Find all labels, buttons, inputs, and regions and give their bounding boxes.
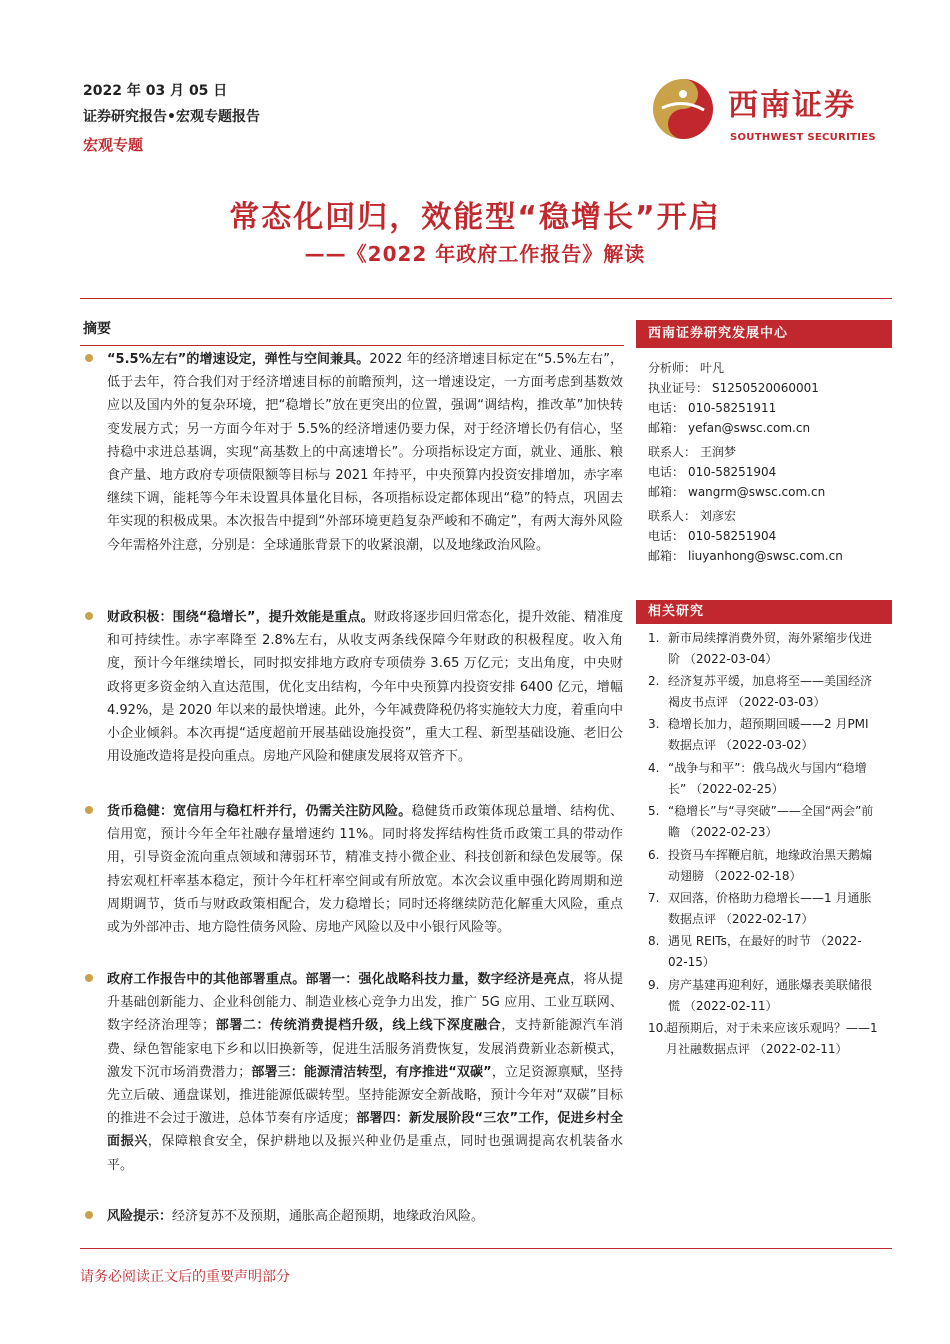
contact-row	[648, 506, 888, 526]
company-logo	[652, 78, 892, 148]
contact-row	[648, 358, 888, 378]
related-num: 8.	[648, 934, 660, 948]
bullet-dot-icon	[85, 974, 93, 982]
contact-row	[648, 462, 888, 482]
bullet-body: 经济复苏不及预期，通胀高企超预期，地缘政治风险。	[172, 1209, 485, 1224]
contact-value: 010-58251911	[688, 401, 777, 415]
bullet-dot-icon	[85, 354, 93, 362]
related-num: 7.	[648, 891, 660, 905]
contact-label: 执业证号：	[648, 381, 709, 395]
contact-label: 邮箱：	[648, 485, 685, 499]
research-center-title: 西南证券研究发展中心	[636, 320, 892, 348]
related-num: 2.	[648, 674, 660, 688]
bullet-body: 稳健货币政策体现总量增、结构优、信用宽，预计今年全年社融存量增速约 11%。同时将发挥结构性货币政策工具的带动作用，引导资金流向重点领域和薄弱环节，精准支持小微企业、科技创新和绿色发展等。保持宏观杠杆率基本稳定，预计今年杠杆率空间或有所放宽。本次会议重申强化跨周期和逆周期调节，货币与财政政策相配合，发力稳增长；同时还将继续防范化解重大风险，重点或为外部冲击、地方隐性债务风险、房地产风险以及中小银行风险等。	[107, 804, 623, 936]
bullet-seg: ，保障粮食安全，保护耕地以及振兴种业仍是重点，同时也强调提高农机装备水平。	[107, 1134, 623, 1173]
related-text: 投资马车挥鞭启航，地缘政治黑天鹅煽动翅膀 （2022-02-18）	[668, 848, 873, 883]
bullet-seg: ，支持新能源汽车消费、绿色智能家电下乡和以旧换新等，促进生活服务消费恢复，发展消费新业态新模式，激发下沉市场消费潜力；	[107, 1018, 623, 1080]
bullet-body: 财政将逐步回归常态化，提升效能、精准度和可持续性。赤字率降至 2.8%左右，从收支两条线保障今年财政的积极程度。收入角度，预计今年继续增长，同时拟安排地方政府专项债券 3.65 万亿元；支出角度，中央财政将更多资金纳入直达范围，优化支出结构，今年中央预算内投资安排 6400 亿元，增幅 4.92%，是 2020 年以来的最快增速。此外，今年减费降税仍将实施较大力度，着重向中小企业倾斜。本次再提“适度超前开展基础设施投资”，重大工程、新型基础设施、老旧公用设施改造将是投向重点。房地产风险和健康发展将双管齐下。	[107, 610, 623, 765]
contact-label: 电话：	[648, 465, 685, 479]
contact-value: 010-58251904	[688, 529, 777, 543]
bullet-lead: 财政积极：围绕“稳增长”，提升效能是重点。	[107, 610, 374, 625]
contact-label: 邮箱：	[648, 549, 685, 563]
bullet-seg: 政府工作报告中的其他部署重点。部署一：强化战略科技力量，数字经济是亮点	[107, 972, 571, 987]
bullet-body: 2022 年的经济增速目标定在“5.5%左右”，低于去年，符合我们对于经济增速目标的前瞻预判，这一增速设定，一方面考虑到基数效应以及国内外的复杂环境，把“稳增长”放在更突出的位置，强调“调结构，推改革”加快转变发展方式；另一方面今年对于 5.5%的经济增速仍要力保，对于经济增长仍有信心，坚持稳中求进总基调，实现“高基数上的中高速增长”。分项指标设定方面，就业、通胀、粮食产量、地方政府专项债限额等目标与 2021 年持平，中央预算内投资安排增加，赤字率继续下调，能耗等今年未设置具体量化目标，各项指标设定都体现出“稳”的特点，巩固去年实现的积极成果。本次报告中提到“外部环境更趋复杂严峻和不确定”，有两大海外风险今年需格外注意，分别是：全球通胀背景下的收紧浪潮，以及地缘政治风险。	[107, 352, 623, 553]
summary-bullet-deployment	[83, 968, 623, 1177]
logo-mark-icon	[652, 78, 714, 140]
contact-label: 邮箱：	[648, 421, 685, 435]
contact-row	[648, 398, 888, 418]
related-item[interactable]	[648, 801, 880, 843]
report-category: 宏观专题	[83, 136, 144, 154]
contact-value: 叶凡	[700, 361, 725, 375]
related-text: 双回落，价格助力稳增长——1 月通胀数据点评 （2022-02-17）	[668, 891, 872, 926]
contact-email[interactable]: wangrm@swsc.com.cn	[688, 485, 826, 499]
contact-label: 联系人：	[648, 509, 697, 523]
related-text: “稳增长”与“寻突破”——全国“两会”前瞻 （2022-02-23）	[668, 804, 874, 839]
top-divider	[80, 298, 892, 299]
related-num: 4.	[648, 761, 660, 775]
contact-value: 刘彦宏	[700, 509, 737, 523]
report-date: 2022 年 03 月 05 日	[83, 83, 228, 99]
bullet-seg: 部署三：能源清洁转型，有序推进“双碳”	[251, 1064, 492, 1080]
related-item[interactable]	[648, 758, 880, 800]
summary-bullet-monetary	[83, 800, 623, 939]
contact-row	[648, 526, 888, 546]
summary-bullet-fiscal	[83, 606, 623, 768]
related-num: 5.	[648, 804, 660, 818]
related-item[interactable]	[648, 671, 880, 713]
bullet-seg: 部署四：新发展阶段“三农”工作，促进乡村全面振兴	[107, 1111, 623, 1150]
contact-row	[648, 442, 888, 462]
contact-email[interactable]: yefan@swsc.com.cn	[688, 421, 811, 435]
logo-name-en: SOUTHWEST SECURITIES	[730, 132, 876, 143]
related-item[interactable]	[648, 975, 880, 1017]
related-num: 9.	[648, 978, 660, 992]
contact-label: 电话：	[648, 529, 685, 543]
related-text: 经济复苏平缓，加息将至——美国经济褐皮书点评 （2022-03-03）	[668, 674, 873, 709]
contact-row	[648, 546, 888, 566]
related-num: 6.	[648, 848, 660, 862]
footer-divider	[80, 1248, 892, 1249]
related-text: 稳增长加力，超预期回暖——2 月PMI 数据点评 （2022-03-02）	[668, 717, 869, 752]
bullet-lead: 货币稳健：宽信用与稳杠杆并行，仍需关注防风险。	[107, 804, 412, 819]
contact-label: 分析师：	[648, 361, 697, 375]
related-text: “战争与和平”：俄乌战火与国内“稳增长” （2022-02-25）	[668, 761, 867, 796]
contact-value: 010-58251904	[688, 465, 777, 479]
bullet-dot-icon	[85, 612, 93, 620]
related-item[interactable]	[648, 931, 880, 973]
contact-label: 联系人：	[648, 445, 697, 459]
contact-row	[648, 482, 888, 502]
bullet-dot-icon	[85, 1211, 93, 1219]
related-item[interactable]	[648, 845, 880, 887]
contact-value: S1250520060001	[712, 381, 819, 395]
bullet-seg: 部署二：传统消费提档升级，线上线下深度融合	[215, 1018, 502, 1034]
report-title: 常态化回归，效能型“稳增长”开启	[229, 200, 721, 235]
related-research-title: 相关研究	[636, 600, 892, 624]
contact-value: 王润梦	[700, 445, 737, 459]
related-item[interactable]	[648, 1018, 880, 1060]
contact-label: 电话：	[648, 401, 685, 415]
related-item[interactable]	[648, 888, 880, 930]
related-item[interactable]	[648, 628, 880, 670]
research-center-panel	[636, 320, 892, 348]
related-num: 3.	[648, 717, 660, 731]
related-text: 新市局续撑消费外贸，海外紧缩步伐进阶 （2022-03-04）	[668, 631, 873, 666]
bullet-seg: ，将从提升基础创新能力、企业科创能力、制造业核心竞争力出发，推广 5G 应用、工业互联网、数字经济治理等；	[107, 972, 623, 1034]
related-text: 遇见 REITs，在最好的时节 （2022-02-15）	[668, 934, 862, 969]
summary-bullet-risk	[83, 1205, 623, 1228]
footer-disclaimer: 请务必阅读正文后的重要声明部分	[80, 1269, 290, 1285]
summary-divider	[80, 345, 624, 346]
related-num: 1.	[648, 631, 660, 645]
contact-row	[648, 378, 888, 398]
contact-row	[648, 418, 888, 438]
related-num: 10.	[648, 1021, 668, 1035]
report-subtitle: ——《2022 年政府工作报告》解读	[304, 242, 646, 266]
logo-name-cn: 西南证券	[728, 88, 856, 123]
bullet-dot-icon	[85, 806, 93, 814]
contact-list	[648, 358, 888, 566]
related-item[interactable]	[648, 714, 880, 756]
related-text: 超预期后，对于未来应该乐观吗？——1 月社融数据点评 （2022-02-11）	[666, 1021, 878, 1056]
report-type: 证券研究报告•宏观专题报告	[83, 109, 260, 125]
contact-email[interactable]: liuyanhong@swsc.com.cn	[688, 549, 843, 563]
bullet-seg: ，立足资源禀赋，坚持先立后破、通盘谋划，推进能源低碳转型。坚持能源安全新战略，预计今年对“双碳”目标的推进不会过于激进，总体节奏有序适度；	[107, 1064, 623, 1127]
bullet-lead: “5.5%左右”的增速设定，弹性与空间兼具。	[107, 352, 370, 367]
summary-heading: 摘要	[83, 321, 111, 337]
related-text: 房产基建再迎利好，通胀爆表美联储很慌 （2022-02-11）	[668, 978, 873, 1013]
bullet-lead: 风险提示：	[107, 1209, 173, 1224]
summary-bullet-growth	[83, 348, 623, 557]
